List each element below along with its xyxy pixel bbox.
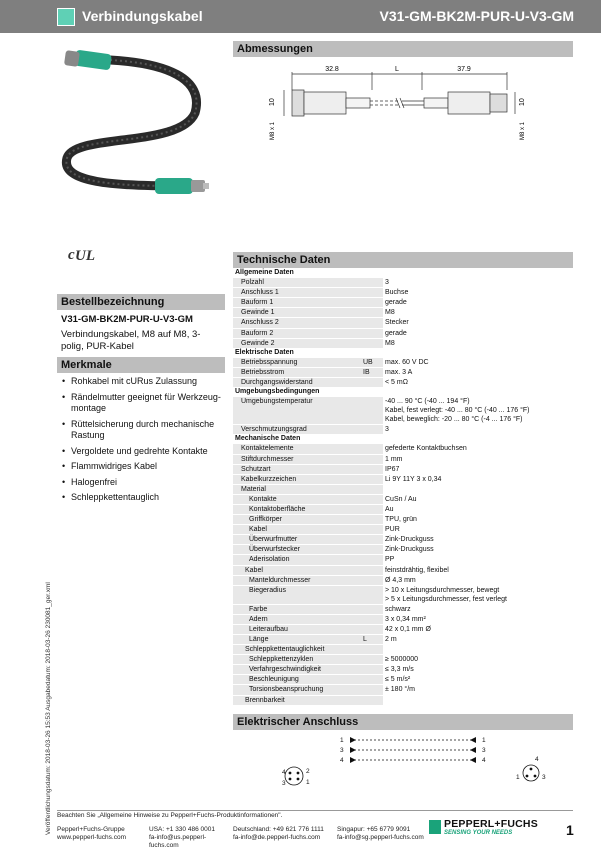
footer-divider — [57, 810, 573, 811]
row-label: Kabel — [233, 525, 361, 535]
row-value-line: gerade — [385, 299, 407, 307]
row-label: Betriebsstrom — [233, 367, 361, 377]
pin-label-right-3: 3 — [482, 747, 486, 754]
table-row — [233, 645, 573, 655]
row-value — [383, 318, 573, 328]
header-square-icon — [57, 8, 75, 26]
row-label: Brennbarkeit — [233, 695, 361, 705]
footer-web-link[interactable]: www.pepperl-fuchs.com — [57, 834, 126, 841]
table-row — [233, 378, 573, 388]
row-symbol — [361, 614, 383, 624]
row-label: Gewinde 2 — [233, 338, 361, 348]
row-label: Überwurfstecker — [233, 545, 361, 555]
socket-pin-3: 3 — [282, 780, 286, 787]
dim-10-left: 10 — [269, 98, 276, 106]
row-value — [383, 444, 573, 454]
row-symbol — [361, 525, 383, 535]
row-value — [383, 367, 573, 377]
row-value-line: > 5 x Leitungsdurchmesser, fest verlegt — [385, 595, 507, 603]
footer-usa-phone: USA: +1 330 486 0001 — [149, 826, 215, 833]
table-group-header — [233, 434, 573, 444]
row-symbol — [361, 624, 383, 634]
list-item: • Schleppkettentauglich — [61, 492, 226, 504]
row-symbol — [361, 454, 383, 464]
row-value-line: 3 x 0,34 mm² — [385, 615, 426, 623]
table-row — [233, 685, 573, 695]
row-value-line: ≥ 5000000 — [385, 656, 419, 664]
table-row — [233, 614, 573, 624]
row-symbol — [361, 474, 383, 484]
ul-certification-icon — [68, 245, 95, 264]
row-value — [383, 338, 573, 348]
row-symbol — [361, 545, 383, 555]
section-features: Merkmale — [57, 357, 225, 373]
row-value-line: Au — [385, 505, 394, 513]
row-label: Aderisolation — [233, 555, 361, 565]
table-row — [233, 515, 573, 525]
table-row — [233, 665, 573, 675]
row-symbol — [361, 425, 383, 435]
row-label: Beschleunigung — [233, 675, 361, 685]
table-row — [233, 675, 573, 685]
section-order: Bestellbezeichnung — [57, 294, 225, 310]
svg-text:c: c — [68, 247, 75, 263]
table-row — [233, 357, 573, 367]
row-symbol — [361, 695, 383, 705]
row-value-line: Kabel, fest verlegt: -40 ... 80 °C (-40 ... 176 °F) — [385, 407, 530, 415]
row-value-line: gerade — [385, 329, 407, 337]
row-value — [383, 378, 573, 388]
row-label: Anschluss 1 — [233, 288, 361, 298]
row-label: Kabelkurzzeichen — [233, 474, 361, 484]
row-value — [383, 494, 573, 504]
table-row — [233, 308, 573, 318]
row-value — [383, 565, 573, 575]
table-group-header — [233, 348, 573, 358]
plug-pin-1: 1 — [516, 774, 520, 781]
row-symbol — [361, 604, 383, 614]
footer-usa-mail[interactable]: fa-info@us.pepperl-fuchs.com — [149, 834, 207, 849]
row-value-line: Stecker — [385, 319, 409, 327]
row-value-line: CuSn / Au — [385, 495, 417, 503]
row-label: Material — [233, 484, 361, 494]
table-row — [233, 695, 573, 705]
table-row — [233, 545, 573, 555]
pin-label-left-1: 1 — [340, 737, 344, 744]
row-value-line: gefederte Kontaktbuchsen — [385, 445, 467, 453]
row-label: Durchgangswiderstand — [233, 378, 361, 388]
part-number: V31-GM-BK2M-PUR-U-V3-GM — [379, 8, 574, 24]
row-value-line: M8 — [385, 309, 395, 317]
row-value — [383, 695, 573, 705]
row-value — [383, 515, 573, 525]
row-value-line: Kabel, beweglich: -20 ... 80 °C (-4 ... 176 °F) — [385, 416, 523, 424]
row-value — [383, 357, 573, 367]
row-symbol — [361, 575, 383, 585]
table-row — [233, 555, 573, 565]
row-value-line: > 10 x Leitungsdurchmesser, bewegt — [385, 586, 500, 594]
table-row — [233, 278, 573, 288]
dimension-drawing — [262, 60, 542, 150]
row-value-line: feinstdrähtig, flexibel — [385, 566, 449, 574]
row-label: Stiftdurchmesser — [233, 454, 361, 464]
footer-sg-phone: Singapur: +65 6779 9091 — [337, 826, 411, 833]
row-value-line: Li 9Y 11Y 3 x 0,34 — [385, 475, 442, 483]
table-row — [233, 624, 573, 634]
row-value-line: 2 m — [385, 636, 397, 643]
table-row — [233, 444, 573, 454]
section-technical: Technische Daten — [233, 252, 573, 268]
group-label: Allgemeine Daten — [233, 268, 573, 278]
order-description: Verbindungskabel, M8 auf M8, 3-polig, PUR-Kabel — [61, 329, 201, 352]
row-label: Schleppkettenzyklen — [233, 655, 361, 665]
row-value-line: 3 — [385, 279, 389, 287]
row-symbol — [361, 585, 383, 604]
socket-pinout-icon — [282, 764, 322, 788]
pin-label-right-1: 1 — [482, 737, 486, 744]
page-number: 1 — [566, 822, 574, 838]
table-row — [233, 535, 573, 545]
row-symbol — [361, 675, 383, 685]
row-value — [383, 425, 573, 435]
list-item: • Flammwidriges Kabel — [61, 461, 226, 473]
row-symbol — [361, 665, 383, 675]
row-value-line: Zink-Druckguss — [385, 546, 434, 554]
pin-label-left-4: 4 — [340, 757, 344, 764]
row-symbol — [361, 555, 383, 565]
feature-list — [61, 376, 226, 508]
dim-37-9: 37.9 — [457, 66, 471, 73]
row-symbol — [361, 397, 383, 425]
list-item: • Vergoldete und gedrehte Kontakte — [61, 446, 226, 458]
table-group-header — [233, 268, 573, 278]
row-label: Adern — [233, 614, 361, 624]
row-symbol — [361, 565, 383, 575]
order-code: V31-GM-BK2M-PUR-U-V3-GM — [61, 314, 193, 325]
row-value-line: schwarz — [385, 605, 411, 613]
row-value — [383, 555, 573, 565]
row-label: Manteldurchmesser — [233, 575, 361, 585]
section-electrical: Elektrischer Anschluss — [233, 714, 573, 730]
row-symbol — [361, 655, 383, 665]
row-symbol — [361, 298, 383, 308]
pin-label-left-3: 3 — [340, 747, 344, 754]
row-value-line: Buchse — [385, 289, 409, 297]
row-value — [383, 484, 573, 494]
dim-32-8: 32.8 — [325, 66, 339, 73]
row-label: Griffkörper — [233, 515, 361, 525]
table-row — [233, 604, 573, 614]
row-value-line: 3 — [385, 426, 389, 434]
row-value — [383, 685, 573, 695]
plug-pin-4: 4 — [535, 756, 539, 763]
row-label: Verfahrgeschwindigkeit — [233, 665, 361, 675]
row-value — [383, 635, 573, 645]
row-label: Kontaktoberfläche — [233, 504, 361, 514]
row-value-line: PP — [385, 556, 395, 564]
thread-left: M8 x 1 — [270, 121, 276, 140]
row-symbol — [361, 278, 383, 288]
row-value — [383, 655, 573, 665]
table-row — [233, 525, 573, 535]
technical-table — [233, 268, 573, 705]
group-label: Umgebungsbedingungen — [233, 387, 573, 397]
group-label: Mechanische Daten — [233, 434, 573, 444]
row-label: Schleppkettentauglichkeit — [233, 645, 361, 655]
row-value — [383, 525, 573, 535]
row-value — [383, 545, 573, 555]
row-value — [383, 454, 573, 464]
socket-pin-4: 4 — [282, 769, 286, 776]
footer-group: Pepperl+Fuchs-Gruppe — [57, 826, 125, 833]
page-title: Verbindungskabel — [82, 8, 203, 24]
socket-pin-1: 1 — [306, 779, 310, 786]
row-label: Kontaktelemente — [233, 444, 361, 454]
dim-l: L — [395, 66, 399, 73]
table-row — [233, 328, 573, 338]
table-row — [233, 585, 573, 604]
page-header — [0, 0, 601, 33]
row-value-line: Zink-Druckguss — [385, 536, 434, 544]
product-image — [55, 38, 225, 238]
table-row — [233, 298, 573, 308]
row-value-line: 1 mm — [385, 455, 403, 463]
table-row — [233, 464, 573, 474]
table-row — [233, 494, 573, 504]
row-value-line: < 5 mΩ — [385, 379, 408, 387]
row-value — [383, 535, 573, 545]
pepperl-fuchs-logo — [429, 818, 538, 836]
row-symbol — [361, 515, 383, 525]
table-row — [233, 367, 573, 377]
list-item: • Rüttelsicherung durch mechanische Rastung — [61, 419, 226, 442]
publication-info: Veröffentlichungsdatum: 2018-03-26 15:53 Ausgabedatum: 2018-03-26 230081_ger.xml — [45, 582, 52, 835]
row-symbol — [361, 338, 383, 348]
list-item: • Rohkabel mit cURus Zulassung — [61, 376, 226, 388]
row-symbol — [361, 308, 383, 318]
row-value — [383, 614, 573, 624]
row-label: Betriebsspannung — [233, 357, 361, 367]
row-value-line: ± 180 °/m — [385, 686, 415, 694]
row-value-line: TPU, grün — [385, 516, 417, 524]
table-row — [233, 575, 573, 585]
row-value-line: PUR — [385, 526, 400, 534]
plug-pinout-icon — [512, 755, 552, 785]
footer-note: Beachten Sie „Allgemeine Hinweise zu Pepperl+Fuchs-Produktinformationen". — [57, 812, 283, 819]
row-value — [383, 278, 573, 288]
row-value — [383, 397, 573, 425]
row-value — [383, 604, 573, 614]
row-value — [383, 645, 573, 655]
row-label: Torsionsbeanspruchung — [233, 685, 361, 695]
brand-slogan: SENSING YOUR NEEDS — [444, 830, 513, 836]
table-row — [233, 397, 573, 425]
row-value-line: 42 x 0,1 mm Ø — [385, 625, 431, 633]
row-value-line: ≤ 5 m/s² — [385, 676, 411, 684]
row-symbol — [361, 494, 383, 504]
row-value — [383, 474, 573, 484]
row-label: Schutzart — [233, 464, 361, 474]
table-row — [233, 484, 573, 494]
row-label: Leiteraufbau — [233, 624, 361, 634]
table-row — [233, 425, 573, 435]
row-symbol: IB — [361, 367, 383, 377]
row-symbol — [361, 378, 383, 388]
row-symbol — [361, 328, 383, 338]
row-label: Anschluss 2 — [233, 318, 361, 328]
pf-logo-icon — [429, 820, 441, 834]
row-value — [383, 288, 573, 298]
row-label: Kabel — [233, 565, 361, 575]
table-row — [233, 635, 573, 645]
table-group-header — [233, 387, 573, 397]
pin-label-right-4: 4 — [482, 757, 486, 764]
row-label: Kontakte — [233, 494, 361, 504]
row-symbol: UB — [361, 357, 383, 367]
row-symbol — [361, 484, 383, 494]
plug-pin-3: 3 — [542, 774, 546, 781]
table-row — [233, 474, 573, 484]
row-value-line: max. 3 A — [385, 368, 413, 376]
table-row — [233, 338, 573, 348]
table-row — [233, 288, 573, 298]
footer-de-phone: Deutschland: +49 621 776 1111 — [233, 826, 324, 833]
row-value — [383, 308, 573, 318]
row-value — [383, 585, 573, 604]
row-value — [383, 328, 573, 338]
table-row — [233, 504, 573, 514]
table-row — [233, 565, 573, 575]
row-label: Biegeradius — [233, 585, 361, 604]
row-label: Länge — [233, 635, 361, 645]
row-value — [383, 665, 573, 675]
row-value-line: max. 60 V DC — [385, 358, 429, 366]
row-value-line: Ø 4,3 mm — [385, 576, 416, 584]
row-symbol: L — [361, 635, 383, 645]
table-row — [233, 655, 573, 665]
row-label: Überwurfmutter — [233, 535, 361, 545]
row-value — [383, 624, 573, 634]
row-value — [383, 464, 573, 474]
row-value — [383, 675, 573, 685]
row-label: Farbe — [233, 604, 361, 614]
dim-10-right: 10 — [519, 98, 526, 106]
row-symbol — [361, 685, 383, 695]
group-label: Elektrische Daten — [233, 348, 573, 358]
row-value-line: IP67 — [385, 465, 400, 473]
row-label: Gewinde 1 — [233, 308, 361, 318]
row-symbol — [361, 464, 383, 474]
row-value-line: M8 — [385, 339, 395, 347]
footer-de-mail[interactable]: fa-info@de.pepperl-fuchs.com — [233, 834, 321, 841]
svg-text:UL: UL — [75, 248, 95, 264]
list-item: • Halogenfrei — [61, 477, 226, 489]
wiring-diagram — [340, 733, 500, 767]
row-value-line: ≤ 3,3 m/s — [385, 666, 414, 674]
row-value — [383, 575, 573, 585]
thread-right: M8 x 1 — [520, 121, 526, 140]
table-row — [233, 318, 573, 328]
row-symbol — [361, 645, 383, 655]
table-row — [233, 454, 573, 464]
row-symbol — [361, 535, 383, 545]
row-label: Bauform 2 — [233, 328, 361, 338]
row-label: Polzahl — [233, 278, 361, 288]
footer-sg-mail[interactable]: fa-info@sg.pepperl-fuchs.com — [337, 834, 424, 841]
row-symbol — [361, 288, 383, 298]
brand-name: PEPPERL+FUCHS — [444, 818, 538, 830]
list-item: • Rändelmutter geeignet für Werkzeug-montage — [61, 392, 226, 415]
row-label: Umgebungstemperatur — [233, 397, 361, 425]
row-label: Verschmutzungsgrad — [233, 425, 361, 435]
row-value — [383, 298, 573, 308]
row-symbol — [361, 318, 383, 328]
section-dimensions: Abmessungen — [233, 41, 573, 57]
footer — [57, 812, 432, 850]
row-value — [383, 504, 573, 514]
row-symbol — [361, 444, 383, 454]
row-symbol — [361, 504, 383, 514]
row-value-line: -40 ... 90 °C (-40 ... 194 °F) — [385, 398, 470, 406]
socket-pin-2: 2 — [306, 768, 310, 775]
row-label: Bauform 1 — [233, 298, 361, 308]
